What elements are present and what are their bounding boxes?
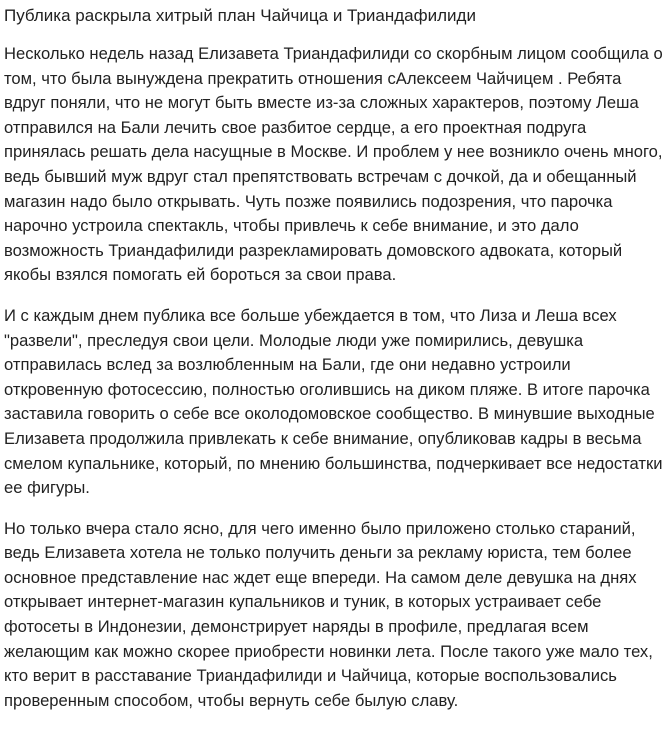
paragraph-3: Но только вчера стало ясно, для чего именно было приложено столько стараний, ведь Елизавета хотела не только получить деньги за рекламу юриста, тем более основное представление нас ждет еще впереди. На самом деле девушка на днях открывает интернет-магазин купальников и туник, в которых устраивает себе фотосеты в Индонезии, демонстрирует наряды в профиле, предлагая всем желающим как можно скорее приобрести новинки лета. После такого уже мало тех, кто верит в расставание Триандафилиди и Чайчица, которые воспользовались проверенным способом, чтобы вернуть себе былую славу. [4,518,653,710]
article-title: Публика раскрыла хитрый план Чайчица и Триандафилиди [4,6,476,25]
paragraph-1: Несколько недель назад Елизавета Триандафилиди со скорбным лицом сообщила о том, что была вынуждена прекратить отношения сАлексеем Чайчицем . Ребята вдруг поняли, что не могут быть вместе из-за сложных характеров, поэтому Леша отправился на Бали лечить свое разбитое сердце, а его проектная подруга принялась решать дела насущные в Москве. И проблем у нее возникло очень много, ведь бывший муж вдруг стал препятствовать встречам с дочкой, да и обещанный магазин надо было открывать. Чуть позже появились подозрения, что парочка нарочно устроила спектакль, чтобы привлечь к себе внимание, и это дало возможность Триандафилиди разрекламировать домовского адвоката, который якобы взялся помогать ей бороться за свои права. [4,44,663,285]
paragraph-2: И с каждым днем публика все больше убеждается в том, что Лиза и Леша всех "развели", преследуя свои цели. Молодые люди уже помирились, девушка отправилась вслед за возлюбленным на Бали, где они недавно устроили откровенную фотосессию, полностью оголившись на диком пляже. В итоге парочка заставила говорить о себе все околодомовское сообщество. В минувшие выходные Елизавета продолжила привлекать к себе внимание, опубликовав кадры в весьма смелом купальнике, который, по мнению большинства, подчеркивает все недостатки ее фигуры. [4,305,663,498]
